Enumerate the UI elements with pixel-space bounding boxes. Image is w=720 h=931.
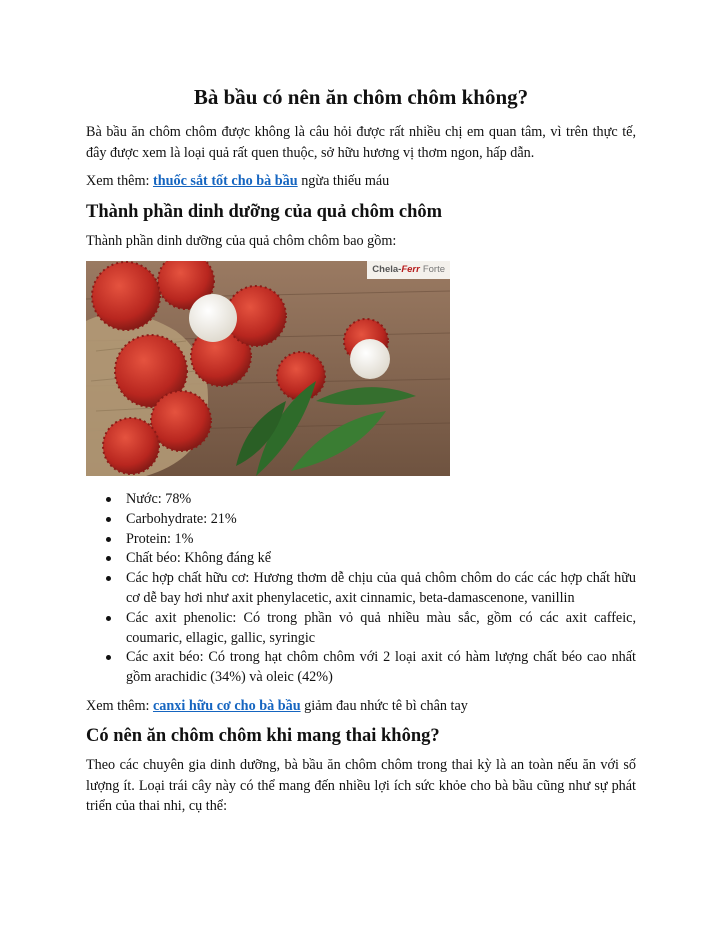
see-more-2	[86, 696, 636, 717]
nutrient-list	[86, 490, 636, 688]
list-item: Carbohydrate: 21%	[126, 510, 636, 530]
brand-part-3: Forte	[422, 264, 445, 275]
list-item: Các hợp chất hữu cơ: Hương thơm dễ chịu của quả chôm chôm do các các hợp chất hữu cơ dễ bay hơi như axit phenylacetic, axit cinnamic, beta-damascenone, vanillin	[126, 569, 636, 609]
brand-logo	[367, 261, 450, 279]
page-title: Bà bầu có nên ăn chôm chôm không?	[193, 85, 529, 109]
iron-supplement-link[interactable]: thuốc sắt tốt cho bà bầu	[152, 173, 298, 189]
see-more-1	[86, 171, 636, 192]
list-item: Nước: 78%	[126, 490, 636, 510]
see-more-1-prefix: Xem thêm:	[86, 173, 153, 189]
section-1-lead: Thành phần dinh dưỡng của quả chôm chôm bao gồm:	[86, 232, 397, 249]
bullet-icon	[106, 655, 111, 660]
brand-part-1: Chela-	[372, 264, 402, 275]
list-item: Các axit phenolic: Có trong phần vỏ quả nhiều màu sắc, gồm có các axit caffeic, coumaric, ellagic, gallic, syringic	[126, 609, 636, 649]
section-2-heading: Có nên ăn chôm chôm khi mang thai không?	[86, 726, 440, 747]
bullet-icon	[106, 556, 111, 561]
document-page	[86, 84, 636, 825]
intro-paragraph: Bà bầu ăn chôm chôm được không là câu hỏi được rất nhiều chị em quan tâm, vì trên thực tế, đây được xem là loại quả rất quen thuộc, sở hữu hương vị thơm ngon, hấp dẫn.	[86, 124, 636, 161]
bullet-icon	[106, 537, 111, 542]
see-more-1-suffix: ngừa thiếu máu	[297, 173, 390, 189]
see-more-2-prefix: Xem thêm:	[86, 697, 153, 714]
section-1-heading: Thành phần dinh dưỡng của quả chôm chôm	[86, 201, 443, 222]
section-2-body: Theo các chuyên gia dinh dưỡng, bà bầu ăn chôm chôm trong thai kỳ là an toàn nếu ăn với số lượng ít. Loại trái cây này có thể mang đến nhiều lợi ích sức khỏe cho bà bầu cũng như sự phát triển của thai nhi, cụ thể:	[86, 757, 636, 815]
bullet-icon	[106, 576, 111, 581]
rambutan-illustration	[86, 261, 450, 476]
see-more-2-suffix: giảm đau nhức tê bì chân tay	[300, 697, 468, 714]
list-item: Chất béo: Không đáng kể	[126, 549, 636, 569]
bullet-icon	[106, 497, 111, 502]
list-item: Protein: 1%	[126, 530, 636, 550]
organic-calcium-link[interactable]: canxi hữu cơ cho bà bầu	[152, 697, 301, 714]
bullet-icon	[106, 616, 111, 621]
rambutan-photo	[86, 261, 450, 476]
brand-part-2: Ferr	[401, 264, 420, 275]
bullet-icon	[106, 517, 111, 522]
list-item: Các axit béo: Có trong hạt chôm chôm với 2 loại axit có hàm lượng chất béo cao nhất gồm arachidic (34%) và oleic (42%)	[126, 648, 636, 688]
